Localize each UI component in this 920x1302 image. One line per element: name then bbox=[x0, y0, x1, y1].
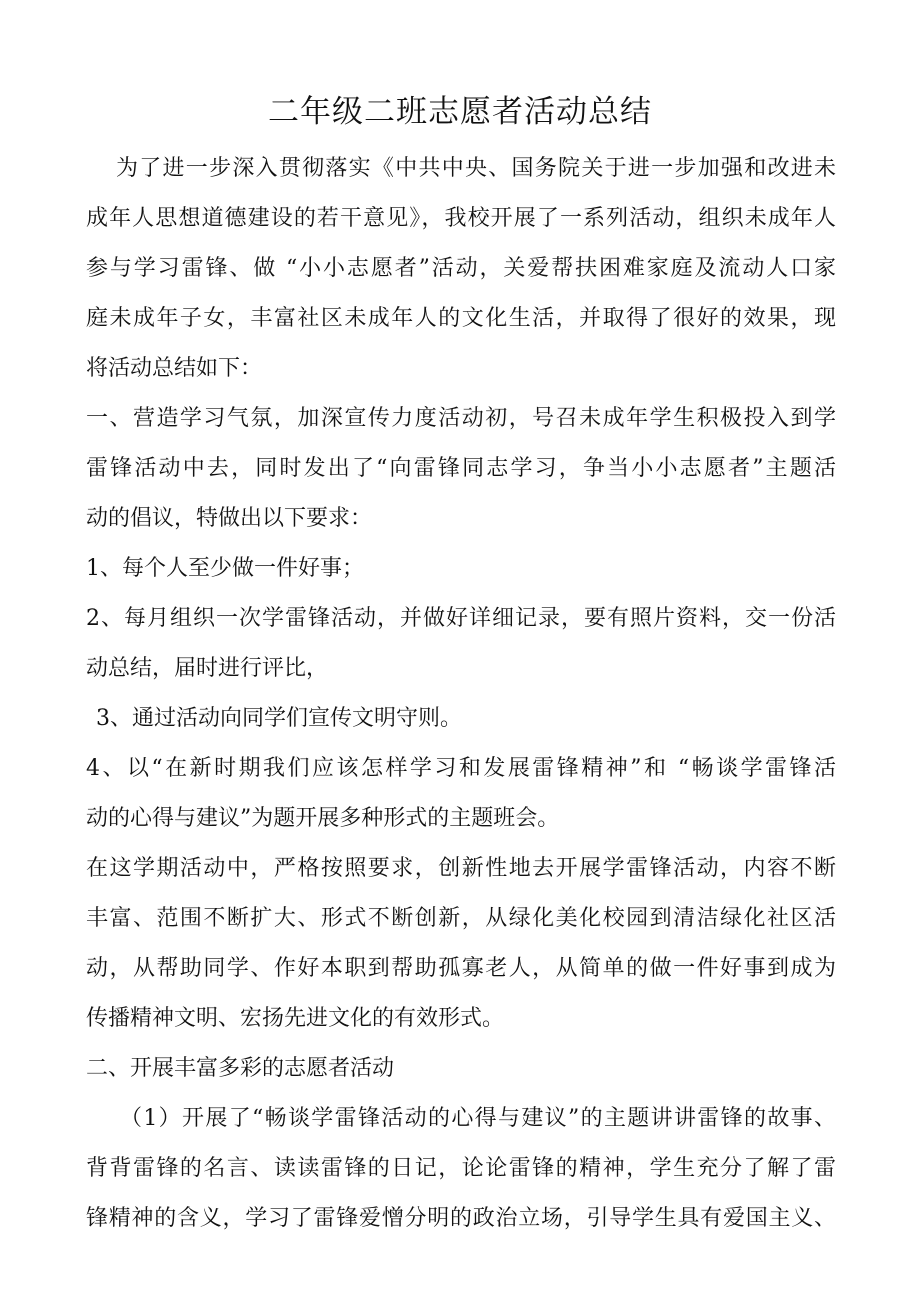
section-line: 动的倡议，特做出以下要求： bbox=[86, 506, 373, 531]
paragraph-line: 庭未成年子女，丰富社区未成年人的文化生活，并取得了很好的效果，现 bbox=[86, 306, 836, 331]
paragraph-line: （1）开展了“畅谈学雷锋活动的心得与建议”的主题讲讲雷锋的故事、 bbox=[120, 1106, 836, 1131]
paragraph-line: 传播精神文明、宏扬先进文化的有效形式。 bbox=[86, 1006, 505, 1031]
list-item: 3、通过活动向同学们宣传文明守则。 bbox=[96, 706, 462, 731]
list-item: 动总结，届时进行评比， bbox=[86, 656, 329, 681]
paragraph-line: 丰富、范围不断扩大、形式不断创新，从绿化美化校园到清洁绿化社区活 bbox=[86, 906, 836, 931]
paragraph-line: 参与学习雷锋、做 “小小志愿者”活动，关爱帮扶困难家庭及流动人口家 bbox=[86, 256, 836, 281]
section-line: 雷锋活动中去，同时发出了“向雷锋同志学习，争当小小志愿者”主题活 bbox=[86, 456, 836, 481]
section-heading: 二、开展丰富多彩的志愿者活动 bbox=[86, 1056, 395, 1081]
list-item: 1、每个人至少做一件好事； bbox=[86, 556, 364, 581]
page-title: 二年级二班志愿者活动总结 bbox=[268, 94, 652, 130]
list-item: 4、以“在新时期我们应该怎样学习和发展雷锋精神”和 “畅谈学雷锋活 bbox=[86, 756, 836, 781]
list-item: 2、每月组织一次学雷锋活动，并做好详细记录，要有照片资料，交一份活 bbox=[86, 606, 836, 631]
paragraph-line: 锋精神的含义，学习了雷锋爱憎分明的政治立场，引导学生具有爱国主义、 bbox=[86, 1206, 836, 1231]
paragraph-line: 在这学期活动中，严格按照要求，创新性地去开展学雷锋活动，内容不断 bbox=[86, 856, 836, 881]
paragraph-line: 为了进一步深入贯彻落实《中共中央、国务院关于进一步加强和改进未 bbox=[116, 156, 836, 181]
paragraph-line: 动，从帮助同学、作好本职到帮助孤寡老人，从简单的做一件好事到成为 bbox=[86, 956, 836, 981]
section-line: 一、营造学习气氛，加深宣传力度活动初，号召未成年学生积极投入到学 bbox=[86, 406, 836, 431]
document-body bbox=[86, 144, 836, 1244]
list-item: 动的心得与建议”为题开展多种形式的主题班会。 bbox=[86, 806, 560, 831]
paragraph-line: 将活动总结如下： bbox=[86, 356, 263, 381]
paragraph-line: 成年人思想道德建设的若干意见》，我校开展了一系列活动，组织未成年人 bbox=[86, 206, 836, 231]
paragraph-line: 背背雷锋的名言、读读雷锋的日记，论论雷锋的精神，学生充分了解了雷 bbox=[86, 1156, 836, 1181]
